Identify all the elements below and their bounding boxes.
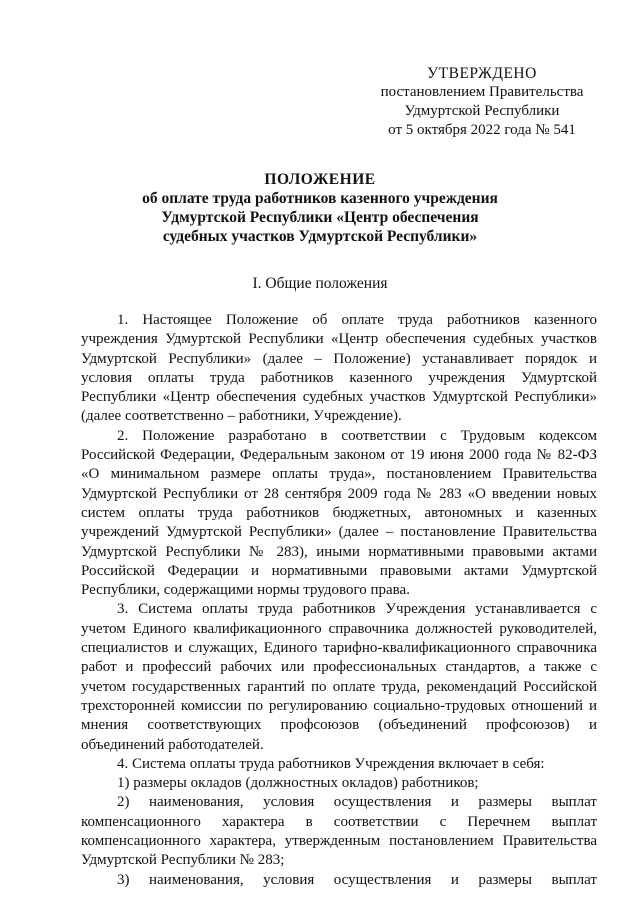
list-item-1: 1) размеры окладов (должностных окладов) работников; xyxy=(117,775,479,792)
approval-heading: УТВЕРЖДЕНО xyxy=(427,65,537,82)
section-heading: I. Общие положения xyxy=(252,275,388,292)
paragraph-2: 2. Положение разработано в соответствии с Трудовым кодексом Российской Федерации, Федеральным законом от 19 июня 2000 года № 82-ФЗ «О минимальном размере оплаты труда», постановлением Правительства Удмуртской Республики от 28 сентября 2009 года № 283 «О введении новых систем оплаты труда работников бюджетных, автономных и казенных учреждений Удмуртской Республики» (далее – постановление Правительства Удмуртской Республики № 283), иными нормативными правовыми актами Российской Федерации и нормативными правовыми актами Удмуртской Республики, содержащими нормы трудового права. xyxy=(81,427,597,599)
paragraph-1: 1. Настоящее Положение об оплате труда работников казенного учреждения Удмуртской Республики «Центр обеспечения судебных участков Удмуртской Республики» (далее – Положение) устанавливает порядок и условия оплаты труда работников казенного учреждения Удмуртской Республики «Центр обеспечения судебных участков Удмуртской Республики» (далее соответственно – работники, Учреждение). xyxy=(81,312,597,425)
approval-stamp xyxy=(372,64,592,140)
document-title xyxy=(70,170,570,246)
approval-line-3: от 5 октября 2022 года № 541 xyxy=(388,122,576,138)
title-line-1: об оплате труда работников казенного учреждения xyxy=(142,190,498,207)
approval-line-1: постановлением Правительства xyxy=(380,84,584,100)
approval-line-2: Удмуртской Республики xyxy=(404,103,560,119)
title-line-2: Удмуртской Республики «Центр обеспечения xyxy=(161,209,479,226)
title-line-3: судебных участков Удмуртской Республики» xyxy=(162,228,478,245)
paragraph-3: 3. Система оплаты труда работников Учреждения устанавливается с учетом Единого квалификационного справочника должностей руководителей, специалистов и служащих, Единого тарифно-квалификационного справочника работ и профессий рабочих или профессиональных стандартов, а также с учетом государственных гарантий по оплате труда, рекомендаций Российской трехсторонней комиссии по регулированию социально-трудовых отношений и мнения соответствующих профсоюзов (объединений профсоюзов) и объединений работодателей. xyxy=(81,601,597,753)
paragraph-4: 4. Система оплаты труда работников Учреждения включает в себя: xyxy=(117,755,545,772)
document-body xyxy=(81,311,597,890)
list-item-3: 3) наименования, условия осуществления и размеры выплат xyxy=(117,871,597,888)
title-main: ПОЛОЖЕНИЕ xyxy=(264,171,376,188)
list-item-2: 2) наименования, условия осуществления и размеры выплат компенсационного характера в соответствии с Перечнем выплат компенсационного характера, утвержденным постановлением Правительства Удмуртской Республики № 283; xyxy=(81,794,597,869)
